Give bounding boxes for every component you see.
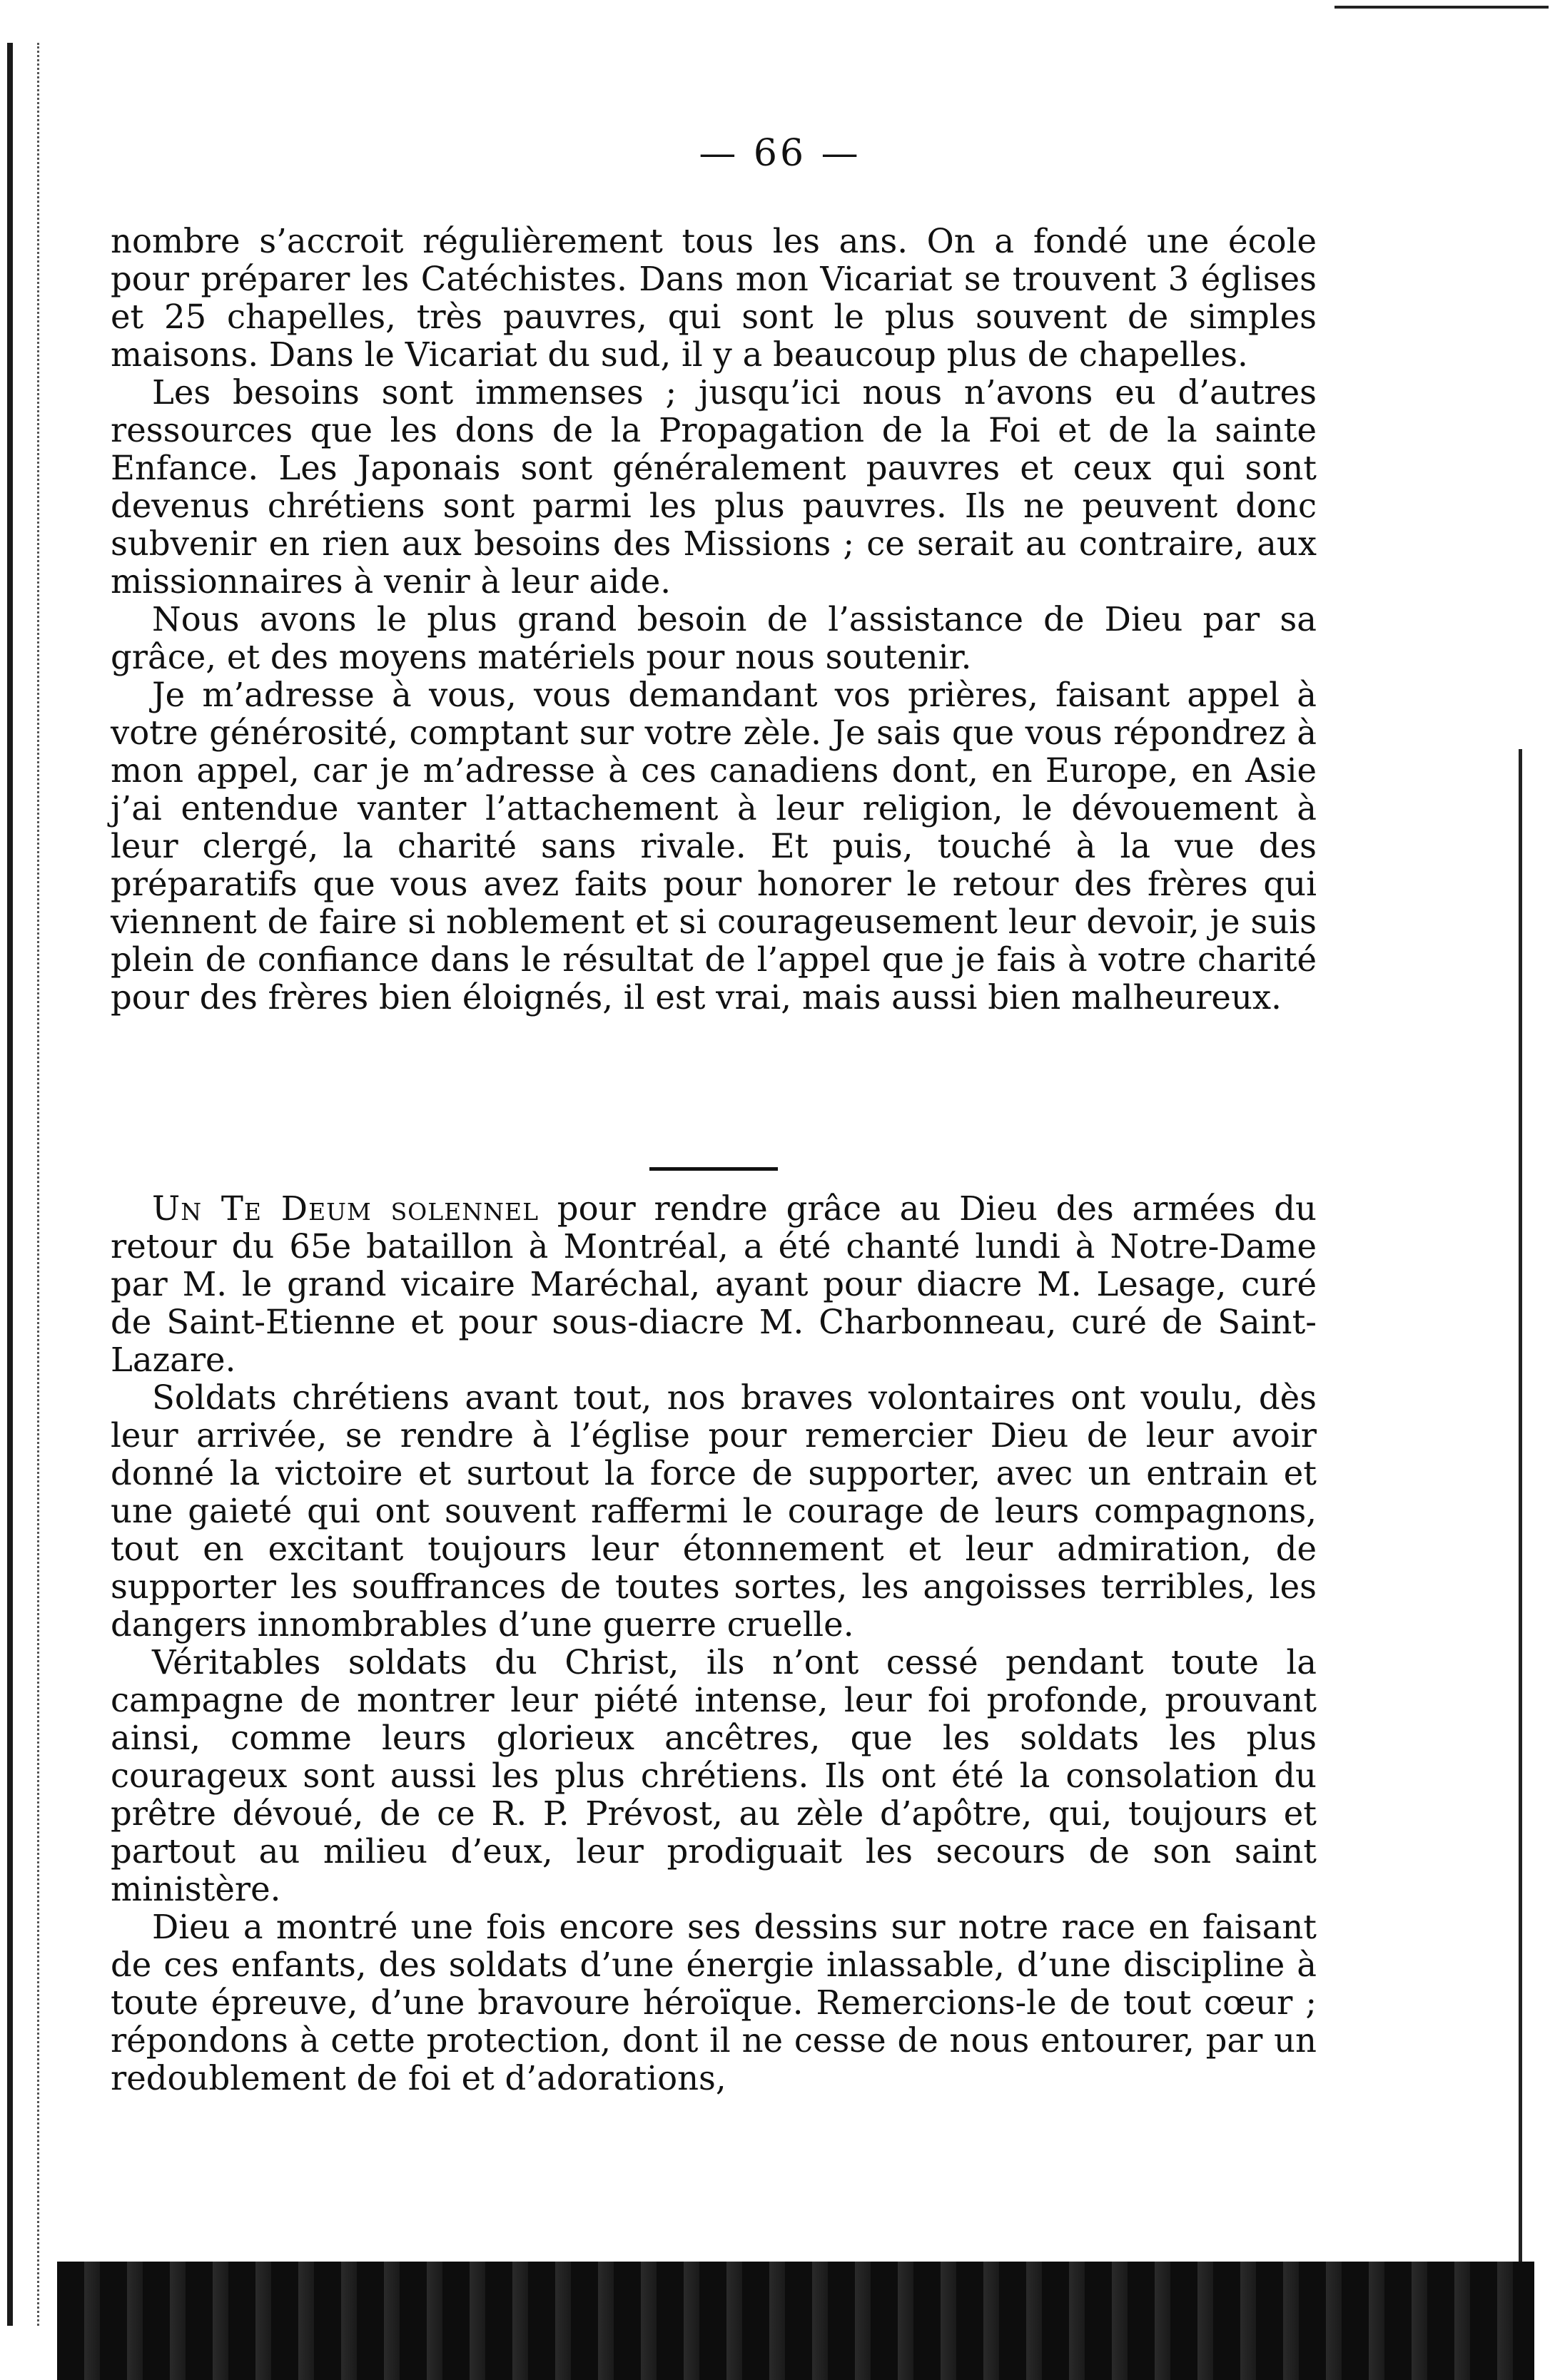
paragraph: Véritables soldats du Christ, ils n’ont cessé pendant toute la campagne de montrer leur piété intense, leur foi profonde, prouvant ainsi, comme leurs glorieux ancêtres, que les soldats les plus courageux sont aussi les plus chrétiens. Ils ont été la consolation du prêtre dévoué, de ce R. P. Prévost, au zèle d’apôtre, qui, toujours et partout au milieu d’eux, leur prodiguait les secours de son saint ministère. bbox=[111, 1643, 1317, 1908]
section-divider bbox=[649, 1167, 778, 1171]
scan-corner-mark bbox=[1334, 6, 1549, 9]
paragraph: nombre s’accroit régulièrement tous les ans. On a fondé une école pour préparer les Catéchistes. Dans mon Vicariat se trouvent 3 églises et 25 chapelles, très pauvres, qui sont le plus souvent de simples maisons. Dans le Vicariat du sud, il y a beaucoup plus de chapelles. bbox=[111, 222, 1317, 374]
binding-edge bbox=[7, 43, 39, 2326]
paragraph: Je m’adresse à vous, vous demandant vos prières, faisant appel à votre générosité, comptant sur votre zèle. Je sais que vous répondrez à mon appel, car je m’adresse à ces canadiens dont, en Europe, en Asie j’ai entendue vanter l’attachement à leur religion, le dévouement à leur clergé, la charité sans rivale. Et puis, touché à la vue des préparatifs que vous avez faits pour honorer le retour des frères qui viennent de faire si noblement et si courageusement leur devoir, je suis plein de confiance dans le résultat de l’appel que je fais à votre charité pour des frères bien éloignés, il est vrai, mais aussi bien malheureux. bbox=[111, 676, 1317, 1017]
scan-bottom-band bbox=[57, 2262, 1534, 2380]
scan-edge-line bbox=[1519, 749, 1522, 2283]
lead-smallcaps: Un Te Deum solennel bbox=[152, 1189, 539, 1228]
paragraph: Dieu a montré une fois encore ses dessins sur notre race en faisant de ces enfants, des soldats d’une énergie inlassable, d’une discipline à toute épreuve, d’une bravoure héroïque. Remercions-le de tout cœur ; répondons à cette protection, dont il ne cesse de nous entourer, par un redoublement de foi et d’adorations, bbox=[111, 1908, 1317, 2097]
paragraph: Nous avons le plus grand besoin de l’assistance de Dieu par sa grâce, et des moyens matériels pour nous soutenir. bbox=[111, 600, 1317, 676]
paragraph-lead bbox=[111, 1190, 1317, 1379]
lead-rest: pour rendre grâce au Dieu des armées du retour du 65e bataillon à Montréal, a été chanté lundi à Notre-Dame par M. le grand vicaire Maréchal, ayant pour diacre M. Lesage, curé de Saint-Etienne et pour sous-diacre M. Charbonneau, curé de Saint-Lazare. bbox=[111, 1189, 1317, 1379]
page-number: — 66 — bbox=[699, 132, 861, 175]
paragraph: Les besoins sont immenses ; jusqu’ici nous n’avons eu d’autres ressources que les dons de la Propagation de la Foi et de la sainte Enfance. Les Japonais sont généralement pauvres et ceux qui sont devenus chrétiens sont parmi les plus pauvres. Ils ne peuvent donc subvenir en rien aux besoins des Missions ; ce serait au contraire, aux missionnaires à venir à leur aide. bbox=[111, 373, 1317, 601]
paragraph: Soldats chrétiens avant tout, nos braves volontaires ont voulu, dès leur arrivée, se rendre à l’église pour remercier Dieu de leur avoir donné la victoire et surtout la force de supporter, avec un entrain et une gaieté qui ont souvent raffermi le courage de leurs compagnons, tout en excitant toujours leur étonnement et leur admiration, de supporter les souffrances de toutes sortes, les angoisses terribles, les dangers innombrables d’une guerre cruelle. bbox=[111, 1378, 1317, 1644]
section-te-deum-text bbox=[111, 1190, 1317, 2097]
section-letter-text bbox=[111, 223, 1317, 1017]
